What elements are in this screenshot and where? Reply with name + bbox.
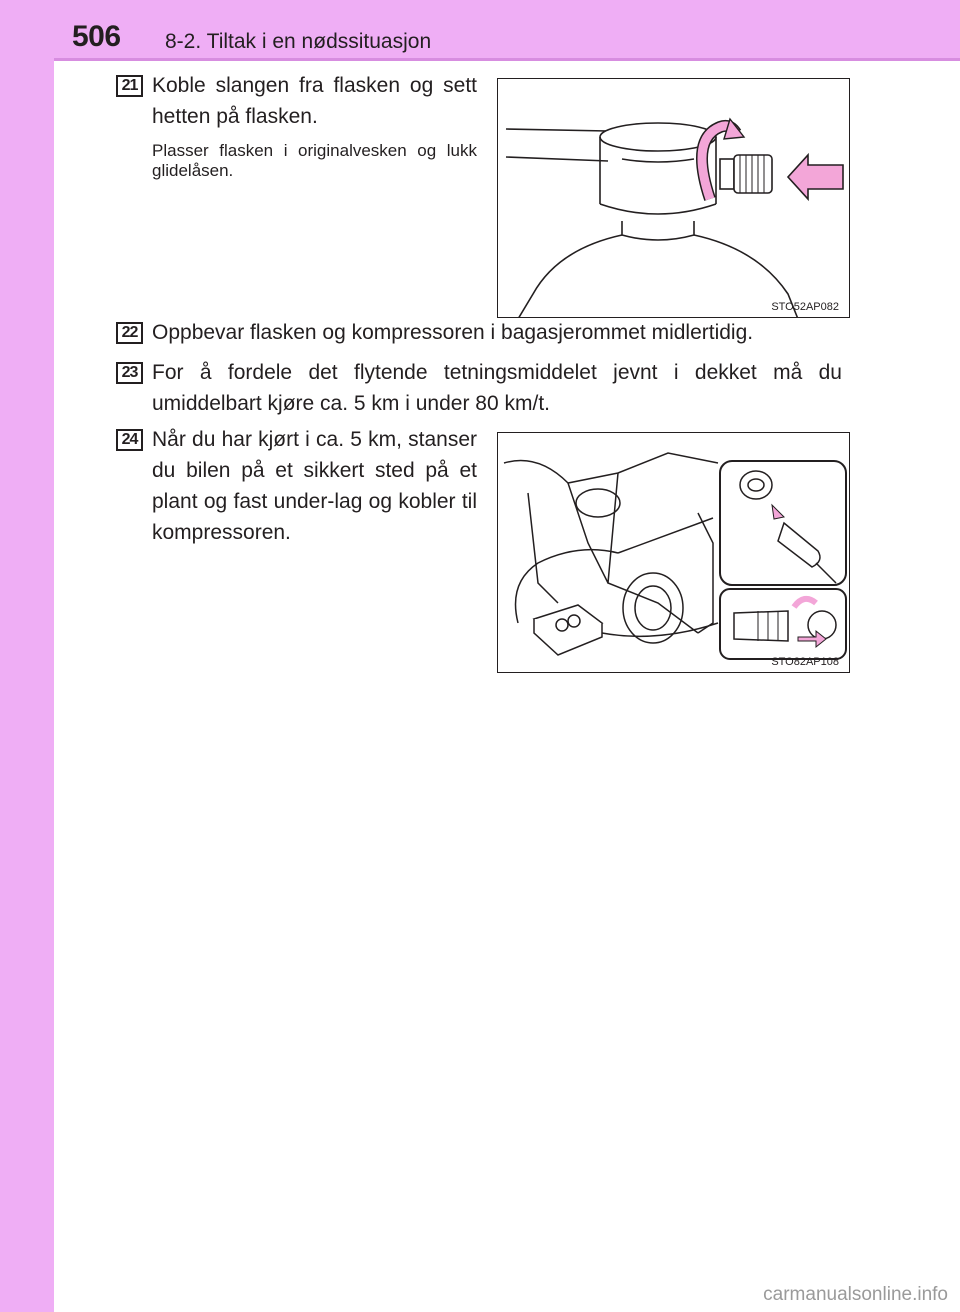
figure-code: STO52AP082 <box>771 301 839 313</box>
figure-code: STO82AP108 <box>771 656 839 668</box>
bottle-cap-illustration <box>498 79 850 318</box>
figure-bottle-cap <box>497 78 850 318</box>
step-21-text: Koble slangen fra flasken og sett hetten på flasken. <box>152 74 477 128</box>
header-band <box>0 0 960 60</box>
step-23-text: For å fordele det flytende tetningsmiddelet jevnt i dekket må du umiddelbart kjøre ca. 5 km i under 80 km/t. <box>152 361 842 415</box>
car-compressor-illustration <box>498 433 850 673</box>
page-number: 506 <box>72 20 121 53</box>
step-21-badge: 21 <box>116 75 143 97</box>
step-24-badge: 24 <box>116 429 143 451</box>
header-rule <box>54 58 960 61</box>
step-22-text: Oppbevar flasken og kompressoren i bagasjerommet midlertidig. <box>152 321 754 344</box>
section-title: 8-2. Tiltak i en nødssituasjon <box>165 30 432 53</box>
step-23-badge: 23 <box>116 362 143 384</box>
step-24-text: Når du har kjørt i ca. 5 km, stanser du bilen på et sikkert sted på et plant og fast under-lag og kobler til kompressoren. <box>152 428 477 544</box>
watermark: carmanualsonline.info <box>763 1284 948 1305</box>
step-22-badge: 22 <box>116 322 143 344</box>
side-tab-band <box>0 0 54 1312</box>
step-21-note: Plasser flasken i originalvesken og lukk glidelåsen. <box>152 141 477 180</box>
figure-compressor-connect <box>497 432 850 673</box>
